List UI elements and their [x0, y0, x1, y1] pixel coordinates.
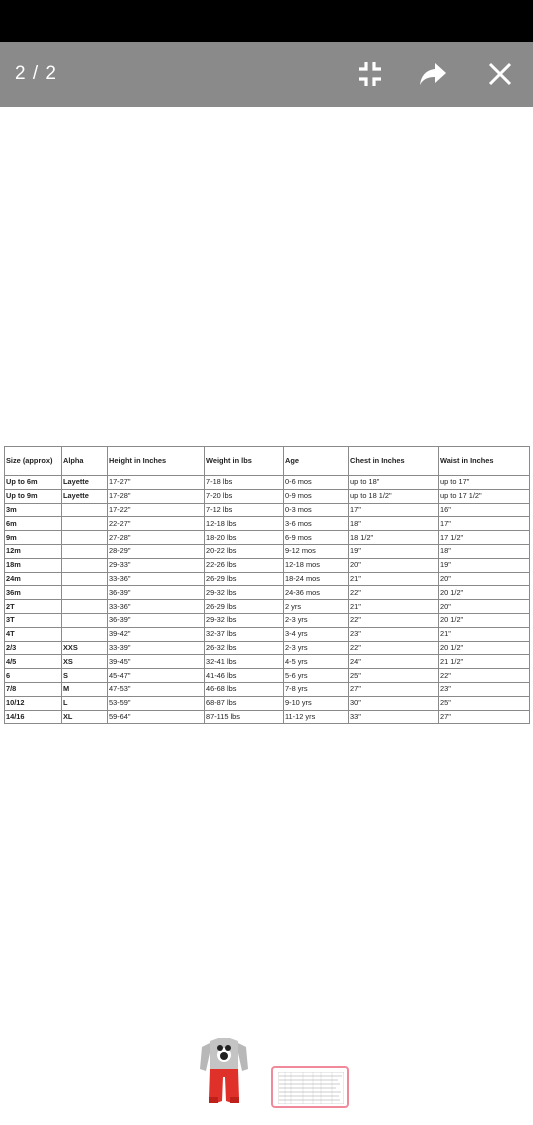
- table-cell: 24": [349, 655, 439, 669]
- close-icon: [487, 61, 513, 87]
- table-cell: 0-6 mos: [284, 476, 349, 490]
- table-cell: 16": [439, 503, 530, 517]
- table-cell: Up to 6m: [5, 476, 62, 490]
- table-row: [5, 476, 530, 490]
- table-cell: [62, 586, 108, 600]
- table-cell: 33-39": [108, 641, 205, 655]
- table-cell: 3T: [5, 613, 62, 627]
- table-cell: 45-47": [108, 669, 205, 683]
- column-header: Alpha: [62, 447, 108, 476]
- table-header-row: [5, 447, 530, 476]
- thumbnail-strip: [0, 1025, 533, 1125]
- table-cell: 3m: [5, 503, 62, 517]
- table-cell: 2-3 yrs: [284, 613, 349, 627]
- column-header: Weight in lbs: [205, 447, 284, 476]
- table-cell: 22": [349, 641, 439, 655]
- table-cell: 2T: [5, 600, 62, 614]
- table-row: [5, 613, 530, 627]
- table-cell: [62, 613, 108, 627]
- table-cell: Layette: [62, 476, 108, 490]
- table-cell: 20-22 lbs: [205, 544, 284, 558]
- table-cell: 26-29 lbs: [205, 600, 284, 614]
- table-cell: 20 1/2": [439, 586, 530, 600]
- table-cell: 7-18 lbs: [205, 476, 284, 490]
- table-cell: 22-27": [108, 517, 205, 531]
- image-viewer-toolbar: [0, 42, 533, 107]
- table-cell: 22-26 lbs: [205, 558, 284, 572]
- table-cell: 23": [439, 682, 530, 696]
- table-cell: 27": [349, 682, 439, 696]
- status-bar: [0, 0, 533, 42]
- footed-pajama-image: [196, 1035, 252, 1107]
- table-cell: XL: [62, 710, 108, 724]
- table-cell: 20": [349, 558, 439, 572]
- table-cell: 18": [439, 544, 530, 558]
- table-cell: 27": [439, 710, 530, 724]
- table-cell: 22": [349, 613, 439, 627]
- table-cell: 7-12 lbs: [205, 503, 284, 517]
- table-cell: [62, 517, 108, 531]
- table-cell: 24-36 mos: [284, 586, 349, 600]
- table-cell: 17-22": [108, 503, 205, 517]
- table-cell: 18 1/2": [349, 531, 439, 545]
- table-cell: 12-18 lbs: [205, 517, 284, 531]
- table-cell: Up to 9m: [5, 489, 62, 503]
- table-cell: 53-59": [108, 696, 205, 710]
- table-cell: 17": [439, 517, 530, 531]
- table-cell: 26-29 lbs: [205, 572, 284, 586]
- share-icon: [419, 61, 447, 87]
- table-row: [5, 641, 530, 655]
- share-button[interactable]: [415, 56, 451, 92]
- table-cell: 9-12 mos: [284, 544, 349, 558]
- table-cell: up to 17": [439, 476, 530, 490]
- table-cell: 6-9 mos: [284, 531, 349, 545]
- table-row: [5, 682, 530, 696]
- table-cell: 7/8: [5, 682, 62, 696]
- table-row: [5, 544, 530, 558]
- table-cell: 24m: [5, 572, 62, 586]
- size-chart-thumbnail-image: [278, 1072, 344, 1104]
- table-cell: 22": [439, 669, 530, 683]
- table-row: [5, 600, 530, 614]
- table-cell: 68-87 lbs: [205, 696, 284, 710]
- table-cell: 36m: [5, 586, 62, 600]
- table-cell: 20 1/2": [439, 641, 530, 655]
- table-cell: 47-53": [108, 682, 205, 696]
- close-button[interactable]: [482, 56, 518, 92]
- table-cell: 12m: [5, 544, 62, 558]
- table-row: [5, 655, 530, 669]
- table-cell: 7-8 yrs: [284, 682, 349, 696]
- table-cell: 20": [439, 572, 530, 586]
- table-row: [5, 710, 530, 724]
- table-cell: 32-41 lbs: [205, 655, 284, 669]
- table-cell: 28-29": [108, 544, 205, 558]
- table-cell: [62, 544, 108, 558]
- table-row: [5, 517, 530, 531]
- table-cell: 11-12 yrs: [284, 710, 349, 724]
- table-cell: 59-64": [108, 710, 205, 724]
- table-cell: 6: [5, 669, 62, 683]
- table-cell: 18": [349, 517, 439, 531]
- table-cell: 17-27": [108, 476, 205, 490]
- table-cell: [62, 572, 108, 586]
- table-cell: 14/16: [5, 710, 62, 724]
- table-row: [5, 572, 530, 586]
- table-cell: 6m: [5, 517, 62, 531]
- table-cell: 33-36": [108, 600, 205, 614]
- table-cell: 12-18 mos: [284, 558, 349, 572]
- collapse-icon: [355, 59, 385, 89]
- table-cell: up to 18": [349, 476, 439, 490]
- table-cell: Layette: [62, 489, 108, 503]
- table-row: [5, 489, 530, 503]
- table-cell: L: [62, 696, 108, 710]
- column-header: Waist in Inches: [439, 447, 530, 476]
- table-cell: 41-46 lbs: [205, 669, 284, 683]
- table-row: [5, 531, 530, 545]
- table-cell: 25": [349, 669, 439, 683]
- table-cell: 2-3 yrs: [284, 641, 349, 655]
- table-cell: 3-4 yrs: [284, 627, 349, 641]
- table-row: [5, 586, 530, 600]
- table-cell: 17 1/2": [439, 531, 530, 545]
- size-chart-table: [4, 446, 530, 724]
- table-cell: 36-39": [108, 613, 205, 627]
- table-cell: [62, 503, 108, 517]
- table-cell: 17": [349, 503, 439, 517]
- table-cell: 0-3 mos: [284, 503, 349, 517]
- table-cell: 25": [439, 696, 530, 710]
- table-cell: 4T: [5, 627, 62, 641]
- table-cell: 21": [349, 572, 439, 586]
- table-cell: 18-24 mos: [284, 572, 349, 586]
- table-cell: 4-5 yrs: [284, 655, 349, 669]
- table-cell: up to 18 1/2": [349, 489, 439, 503]
- table-cell: [62, 600, 108, 614]
- table-body: [5, 476, 530, 724]
- table-cell: 17-28": [108, 489, 205, 503]
- table-cell: 5-6 yrs: [284, 669, 349, 683]
- collapse-button[interactable]: [352, 56, 388, 92]
- table-cell: 19": [439, 558, 530, 572]
- table-row: [5, 503, 530, 517]
- thumbnail-size-chart[interactable]: [271, 1066, 349, 1108]
- table-cell: 36-39": [108, 586, 205, 600]
- table-cell: 4/5: [5, 655, 62, 669]
- table-cell: 19": [349, 544, 439, 558]
- table-cell: [62, 558, 108, 572]
- table-cell: up to 17 1/2": [439, 489, 530, 503]
- table-cell: 7-20 lbs: [205, 489, 284, 503]
- table-cell: 0-9 mos: [284, 489, 349, 503]
- table-cell: 27-28": [108, 531, 205, 545]
- table-cell: 46-68 lbs: [205, 682, 284, 696]
- table-cell: 39-45": [108, 655, 205, 669]
- table-cell: 39-42": [108, 627, 205, 641]
- table-cell: 2/3: [5, 641, 62, 655]
- table-cell: M: [62, 682, 108, 696]
- column-header: Height in Inches: [108, 447, 205, 476]
- table-cell: S: [62, 669, 108, 683]
- table-cell: 26-32 lbs: [205, 641, 284, 655]
- table-cell: 18-20 lbs: [205, 531, 284, 545]
- table-cell: 9-10 yrs: [284, 696, 349, 710]
- table-cell: 30": [349, 696, 439, 710]
- table-cell: [62, 531, 108, 545]
- column-header: Age: [284, 447, 349, 476]
- table-cell: XXS: [62, 641, 108, 655]
- table-row: [5, 669, 530, 683]
- page-counter: 2 / 2: [15, 63, 57, 84]
- table-cell: 9m: [5, 531, 62, 545]
- table-row: [5, 558, 530, 572]
- table-cell: 32-37 lbs: [205, 627, 284, 641]
- table-cell: 29-32 lbs: [205, 613, 284, 627]
- table-cell: 29-32 lbs: [205, 586, 284, 600]
- table-row: [5, 696, 530, 710]
- table-cell: XS: [62, 655, 108, 669]
- table-cell: 3-6 mos: [284, 517, 349, 531]
- table-cell: 23": [349, 627, 439, 641]
- table-cell: 33": [349, 710, 439, 724]
- table-cell: [62, 627, 108, 641]
- image-viewport[interactable]: [0, 107, 533, 1025]
- table-cell: 33-36": [108, 572, 205, 586]
- table-cell: 21 1/2": [439, 655, 530, 669]
- table-cell: 10/12: [5, 696, 62, 710]
- column-header: Size (approx): [5, 447, 62, 476]
- table-cell: 21": [349, 600, 439, 614]
- column-header: Chest in Inches: [349, 447, 439, 476]
- table-cell: 2 yrs: [284, 600, 349, 614]
- thumbnail-product-photo[interactable]: [196, 1035, 252, 1105]
- table-cell: 22": [349, 586, 439, 600]
- table-cell: 18m: [5, 558, 62, 572]
- table-cell: 20": [439, 600, 530, 614]
- table-cell: 20 1/2": [439, 613, 530, 627]
- table-cell: 21": [439, 627, 530, 641]
- table-row: [5, 627, 530, 641]
- table-cell: 29-33": [108, 558, 205, 572]
- table-cell: 87-115 lbs: [205, 710, 284, 724]
